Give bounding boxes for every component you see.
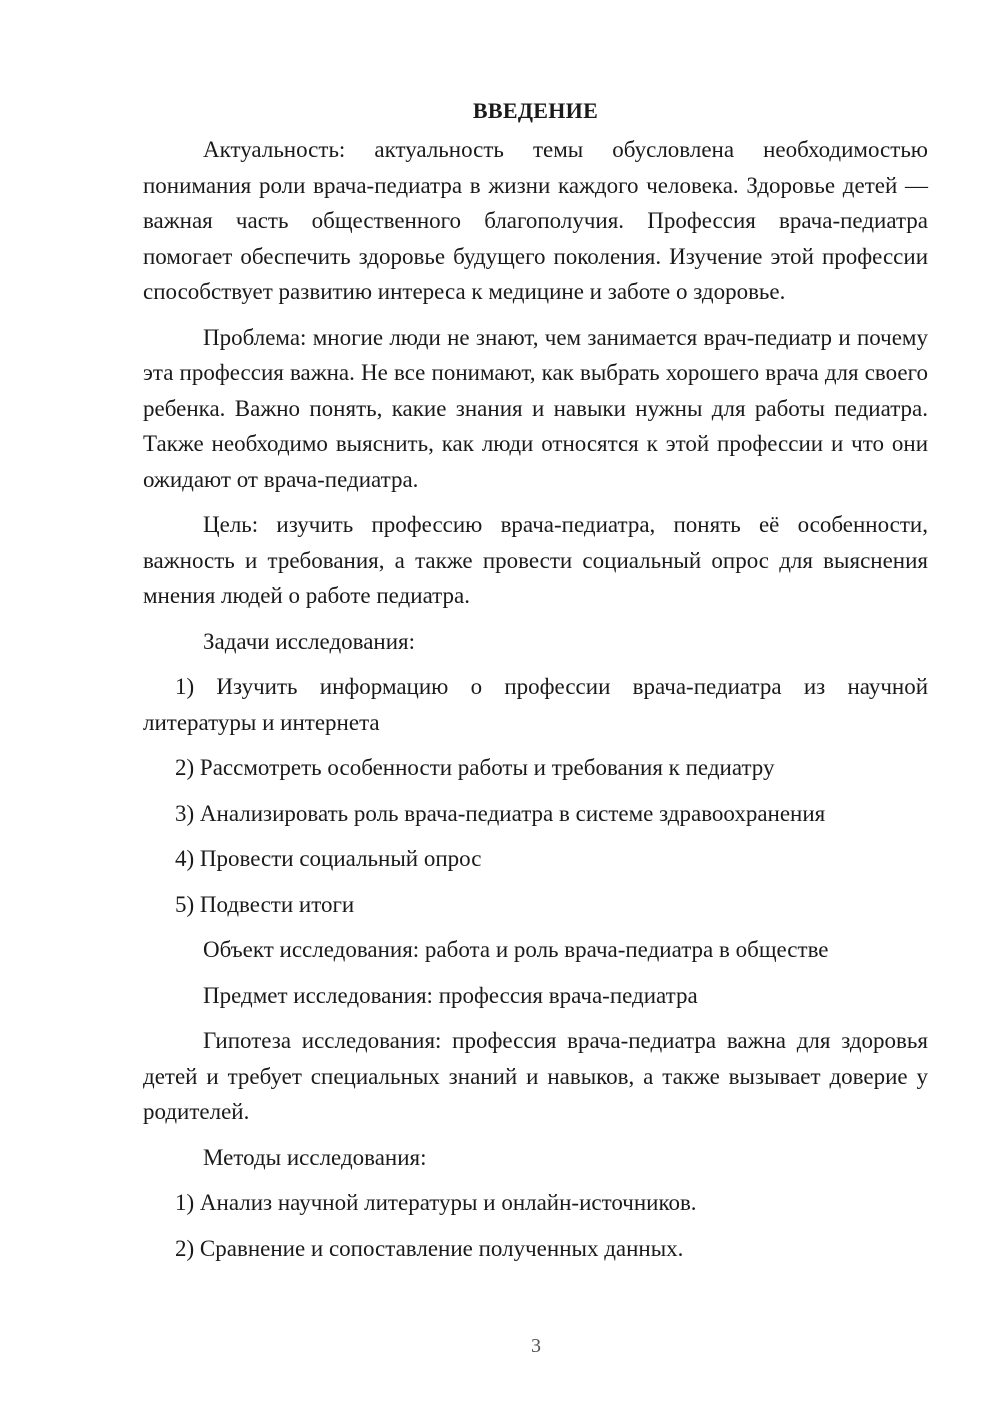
method-item: 1) Анализ научной литературы и онлайн-источников.	[175, 1190, 697, 1215]
subject-line: Предмет исследования: профессия врача-педиатра	[203, 982, 698, 1008]
task-item: 5) Подвести итоги	[175, 891, 355, 917]
methods-heading: Методы исследования:	[203, 1144, 427, 1170]
goal-paragraph: Цель: изучить профессию врача-педиатра, понять её особенности, важность и требования, а также провести социальный опрос для выяснения мнения людей о работе педиатра.	[143, 512, 928, 608]
hypothesis-paragraph: Гипотеза исследования: профессия врача-педиатра важна для здоровья детей и требует специальных знаний и навыков, а также вызывает доверие у родителей.	[143, 1028, 928, 1124]
task-item: 2) Рассмотреть особенности работы и требования к педиатру	[175, 755, 775, 780]
task-item: 4) Провести социальный опрос	[175, 846, 482, 871]
method-item: 2) Сравнение и сопоставление полученных данных.	[175, 1235, 684, 1261]
tasks-heading: Задачи исследования:	[203, 628, 416, 654]
task-item: 1) Изучить информацию о профессии врача-педиатра из научной литературы и интернета	[143, 674, 928, 735]
page-content	[143, 96, 928, 1276]
relevance-paragraph: Актуальность: актуальность темы обусловлена необходимостью понимания роли врача-педиатра в жизни каждого человека. Здоровье детей — важная часть общественного благополучия. Профессия врача-педиатра помогает обеспечить здоровье будущего поколения. Изучение этой профессии способствует развитию интереса к медицине и заботе о здоровье.	[143, 137, 928, 304]
problem-paragraph: Проблема: многие люди не знают, чем занимается врач-педиатр и почему эта профессия важна. Не все понимают, как выбрать хорошего врача для своего ребенка. Важно понять, какие знания и навыки нужны для работы педиатра. Также необходимо выяснить, как люди относятся к этой профессии и что они ожидают от врача-педиатра.	[143, 324, 928, 492]
object-line: Объект исследования: работа и роль врача-педиатра в обществе	[203, 937, 829, 962]
task-item: 3) Анализировать роль врача-педиатра в системе здравоохранения	[175, 800, 826, 826]
section-title: ВВЕДЕНИЕ	[472, 98, 599, 123]
page-number: 3	[531, 1335, 541, 1357]
